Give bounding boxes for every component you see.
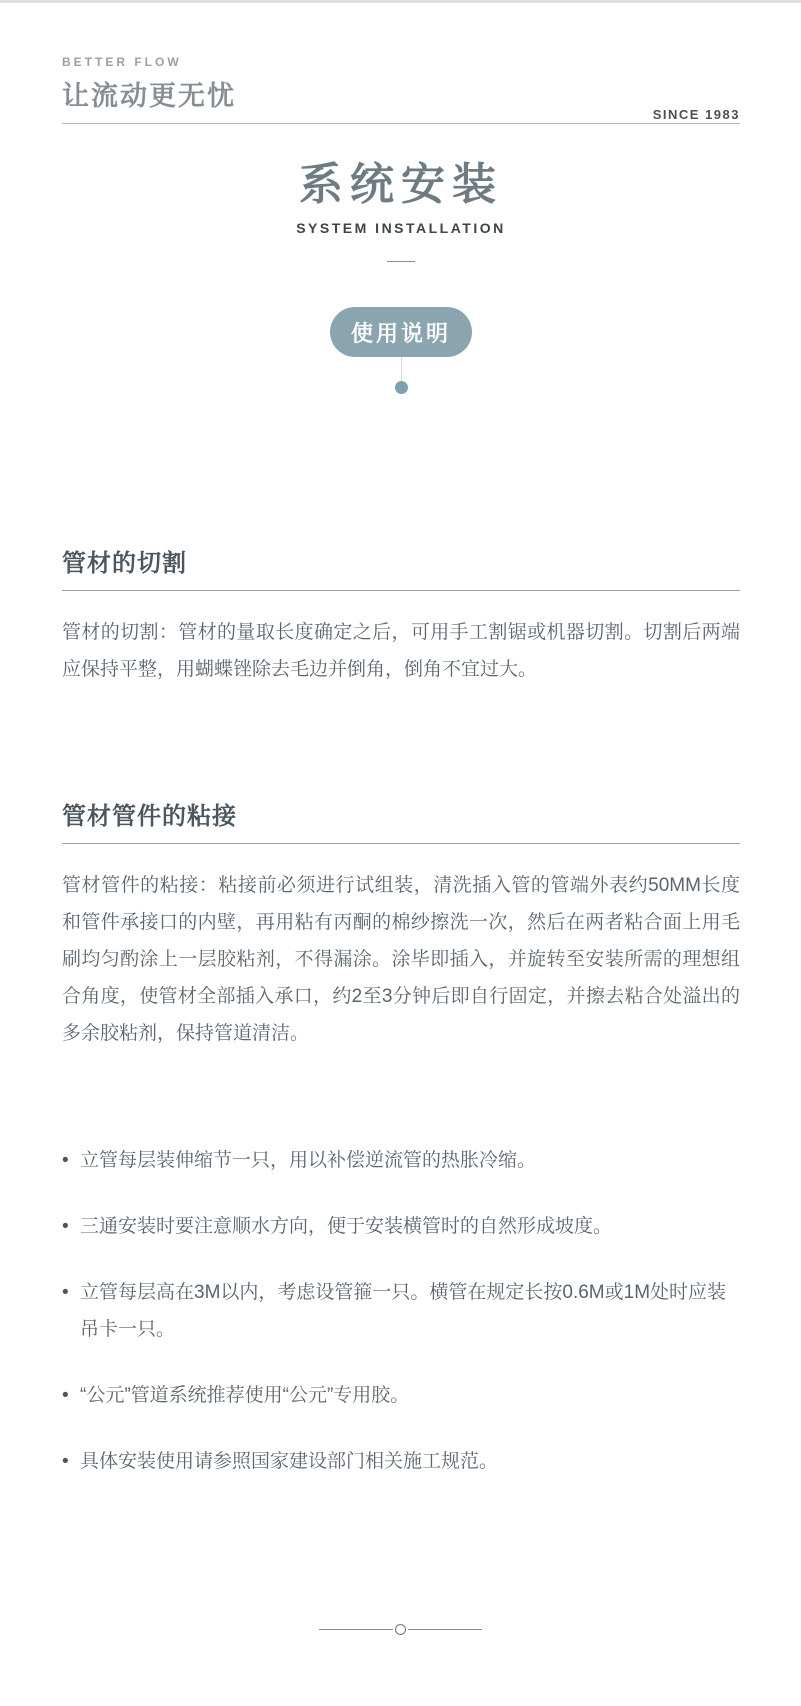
- page-title: 系统安装: [299, 160, 503, 209]
- title-dash-divider: [387, 261, 415, 262]
- badge-connector-line: [401, 357, 402, 381]
- note-text: “公元”管道系统推荐使用“公元”专用胶。: [80, 1385, 410, 1406]
- bullet-dot-icon: •: [62, 1451, 69, 1472]
- section-body: 管材的切割：管材的量取长度确定之后，可用手工割锯或机器切割。切割后两端应保持平整，用蝴蝶锉除去毛边并倒角，倒角不宜过大。: [62, 622, 740, 680]
- note-text: 具体安装使用请参照国家建设部门相关施工规范。: [80, 1451, 499, 1472]
- badge-node-dot: [395, 381, 408, 394]
- footer-line-left: [319, 1629, 393, 1630]
- list-item: [62, 1142, 740, 1179]
- note-text: 立管每层装伸缩节一只，用以补偿逆流管的热胀冷缩。: [80, 1150, 537, 1171]
- section-divider: [62, 843, 740, 844]
- note-text: 三通安装时要注意顺水方向，便于安装横管时的自然形成坡度。: [80, 1216, 613, 1237]
- usage-instructions-badge: 使用说明: [330, 307, 472, 357]
- bullet-dot-icon: •: [62, 1385, 69, 1406]
- installation-notes-list: [62, 1142, 740, 1480]
- section-heading: 管材管件的粘接: [62, 803, 237, 830]
- since-label: SINCE 1983: [652, 107, 740, 122]
- header-divider: [62, 123, 740, 124]
- brand-tagline: BETTER FLOW: [62, 55, 182, 69]
- section-divider: [62, 590, 740, 591]
- footer-line-right: [408, 1629, 482, 1630]
- list-item: [62, 1274, 740, 1348]
- footer-ornament: [0, 1624, 801, 1635]
- note-text: 立管每层高在3M以内，考虑设管箍一只。横管在规定长按0.6M或1M处时应装吊卡一只。: [80, 1282, 727, 1340]
- section-body: 管材管件的粘接：粘接前必须进行试组装，清洗插入管的管端外表约50MM长度和管件承接口的内壁，再用粘有丙酮的棉纱擦洗一次，然后在两者粘合面上用毛刷均匀酌涂上一层胶粘剂，不得漏涂。涂毕即插入，并旋转至安装所需的理想组合角度，使管材全部插入承口，约2至3分钟后即自行固定，并擦去粘合处溢出的多余胶粘剂，保持管道清洁。: [62, 875, 740, 1044]
- section-heading: 管材的切割: [62, 550, 187, 577]
- page-header: [62, 55, 740, 124]
- list-item: [62, 1208, 740, 1245]
- list-item: [62, 1443, 740, 1480]
- bullet-dot-icon: •: [62, 1150, 69, 1171]
- brand-logo: 让流动更无忧: [62, 81, 236, 111]
- list-item: [62, 1377, 740, 1414]
- page-subtitle: SYSTEM INSTALLATION: [296, 220, 506, 236]
- section-pipe-bonding: [62, 802, 740, 1052]
- footer-circle-icon: [395, 1624, 406, 1635]
- bullet-dot-icon: •: [62, 1282, 69, 1303]
- bullet-dot-icon: •: [62, 1216, 69, 1237]
- section-pipe-cutting: [62, 549, 740, 688]
